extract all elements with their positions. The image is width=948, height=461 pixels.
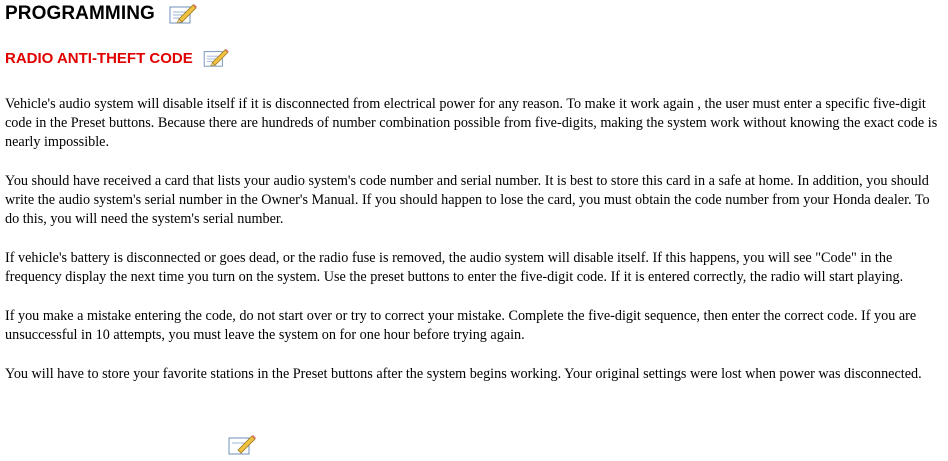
page-heading [5, 3, 197, 25]
edit-note-icon[interactable] [169, 3, 197, 25]
paragraph: If vehicle's battery is disconnected or goes dead, or the radio fuse is removed, the audio system will disable itself. If this happens, you will see "Code" in the frequency display the next time you turn on the system. Use the preset buttons to enter the five-digit code. If it is entered correctly, the radio will start playing. [5, 250, 904, 285]
paragraph: You should have received a card that lists your audio system's code number and serial number. It is best to store this card in a safe at home. In addition, you should write the audio system's serial number in the Owner's Manual. If you should happen to lose the card, you must obtain the code number from your Honda dealer. To do this, you will need the system's serial number. [5, 173, 930, 227]
edit-note-icon[interactable] [203, 48, 229, 68]
section-title: RADIO ANTI-THEFT CODE [5, 49, 193, 67]
body-text [5, 95, 943, 404]
paragraph: Vehicle's audio system will disable itself if it is disconnected from electrical power for any reason. To make it work again , the user must enter a specific five-digit code in the Preset buttons. Because there are hundreds of number combination possible from five-digits, making the system work without knowing the exact code is nearly impossible. [5, 96, 938, 150]
paragraph: If you make a mistake entering the code, do not start over or try to correct your mistake. Complete the five-digit sequence, then enter the correct code. If you are unsuccessful in 10 attempts, you must leave the system on for one hour before trying again. [5, 308, 917, 343]
page-title: PROGRAMMING [5, 3, 155, 24]
edit-note-icon[interactable] [228, 434, 256, 456]
section-heading [5, 48, 229, 68]
paragraph: You will have to store your favorite stations in the Preset buttons after the system begins working. Your original settings were lost when power was disconnected. [5, 366, 922, 382]
